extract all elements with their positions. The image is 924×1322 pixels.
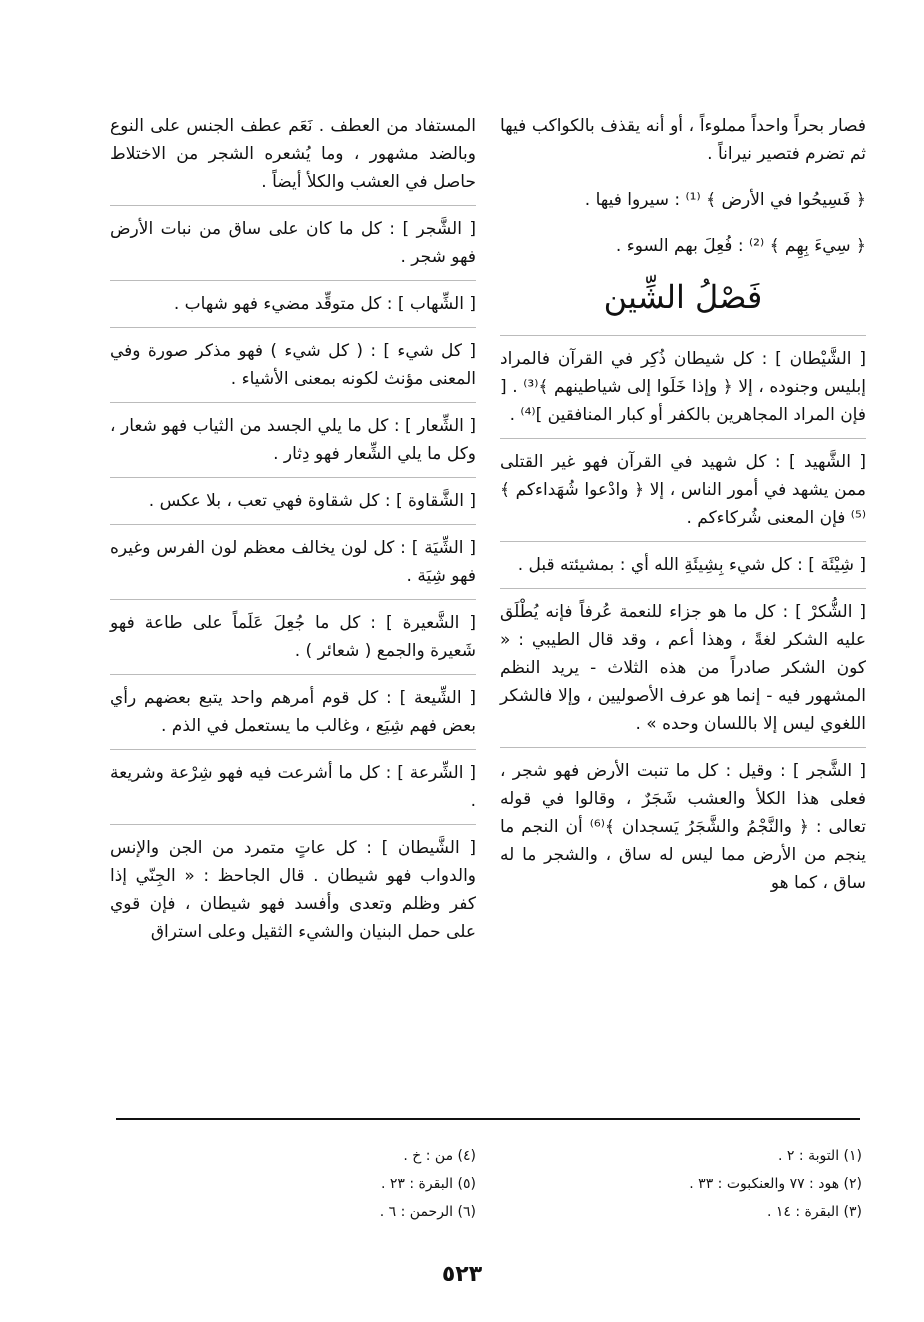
footnote: (٢) هود : ٧٧ والعنكبوت : ٣٣ . (689, 1176, 862, 1192)
glossary-entry: [ الشَّجر ] : كل ما كان على ساق من نبات الأرض فهو شجر . (110, 205, 476, 271)
section-heading: فَصْلُ الشِّين (603, 278, 763, 316)
left-intro: المستفاد من العطف . نَعَم عطف الجنس على النوع وبالضد مشهور ، وما يُشعره الشجر من الاختلاط حاصل في العشب والكلأ أيضاً . (110, 116, 476, 192)
glossary-entry: [ الشِّيَة ] : كل لون يخالف معظم لون الفرس وغيره فهو شِيَة . (110, 524, 476, 590)
glossary-entry: [ الشَّقاوة ] : كل شقاوة فهي تعب ، بلا عكس . (110, 477, 476, 515)
footnotes-right (502, 1142, 862, 1226)
right-intro: فصار بحراً واحداً مملوءاً ، أو أنه يقذف بالكواكب فيها ثم تضرم فتصير نيراناً . (500, 116, 866, 164)
glossary-entry: [ الشَّيطان ] : كل عاتٍ متمرد من الجن والإنس والدواب فهو شيطان . قال الجاحظ : « الجِنّي إذا كفر وظلم وتعدى وأفسد فهو شيطان ، فإن قوي على حمل البنيان والشيء الثقيل وعلى استراق (110, 824, 476, 946)
glossary-entry: [ الشُّكرْ ] : كل ما هو جزاء للنعمة عُرفاً فإنه يُطْلَق عليه الشكر لغةً ، وهذا أعم ، وقد قال الطيبي : « كون الشكر صادراً من هذه الثلاث - يريد النظم المشهور فيه - إنما هو عرف الأصوليين ، وإلا فالشكر اللغوي ليس إلا باللسان وحده » . (500, 588, 866, 738)
glossary-entry: [ الشِّرعة ] : كل ما أشرعت فيه فهو شِرْعة وشريعة . (110, 749, 476, 815)
page-number: ٥٢٣ (441, 1262, 483, 1287)
footnote: (٦) الرحمن : ٦ . (379, 1204, 476, 1220)
definition-line: ﴿ سِيءَ بِهِم ﴾ ⁽²⁾ : فُعِلَ بهم السوء . (615, 236, 866, 256)
footnote-divider (116, 1118, 860, 1120)
glossary-entry: [ شِيْئَة ] : كل شيء بِشِيئَةِ الله أي : بمشيئته قبل . (500, 541, 866, 579)
footnote: (٥) البقرة : ٢٣ . (380, 1176, 476, 1192)
glossary-entry: [ الشَّيْطان ] : كل شيطان ذُكِر في القرآن فالمراد إبليس وجنوده ، إلا ﴿ وإذا خَلَوا إلى شياطينهم ﴾⁽³⁾ . [ فإن المراد المجاهرين بالكفر أو كبار المنافقين ]⁽⁴⁾ . (500, 335, 866, 429)
glossary-entry: [ كل شيء ] : ( كل شيء ) فهو مذكر صورة وفي المعنى مؤنث لكونه بمعنى الأشياء . (110, 327, 476, 393)
glossary-entry: [ الشِّعار ] : كل ما يلي الجسد من الثياب فهو شعار ، وكل ما يلي الشِّعار فهو دِثار . (110, 402, 476, 468)
right-column (500, 112, 866, 906)
left-column (110, 112, 476, 955)
glossary-entry: [ الشَّعيرة ] : كل ما جُعِلَ عَلَماً على طاعة فهو شَعيرة والجمع ( شعائر ) . (110, 599, 476, 665)
footnote: (٣) البقرة : ١٤ . (766, 1204, 862, 1220)
glossary-entry: [ الشِّهاب ] : كل متوقِّد مضيء فهو شهاب . (110, 280, 476, 318)
footnotes-left (176, 1142, 476, 1226)
footnote: (٤) من : خ . (403, 1148, 476, 1164)
footnote: (١) التوبة : ٢ . (778, 1148, 862, 1164)
glossary-entry: [ الشَّجر ] : وقيل : كل ما تنبت الأرض فهو شجر ، فعلى هذا الكلأ والعشب شَجَرٌ ، وقالوا في قوله تعالى : ﴿ والنَّجْمُ والشَّجَرُ يَسجدان ﴾⁽⁶⁾ أن النجم ما ينجم من الأرض مما ليس له ساق ، والشجر ما له ساق ، كما هو (500, 747, 866, 897)
definition-line: ﴿ فَسِيحُوا في الأرض ﴾ ⁽¹⁾ : سيروا فيها . (584, 190, 866, 210)
glossary-entry: [ الشِّيعة ] : كل قوم أمرهم واحد يتبع بعضهم رأي بعض فهم شِيَع ، وغالب ما يستعمل في الذم . (110, 674, 476, 740)
glossary-entry: [ الشَّهيد ] : كل شهيد في القرآن فهو غير القتلى ممن يشهد في أمور الناس ، إلا ﴿ وادْعوا شُهَداءكم ﴾⁽⁵⁾ فإن المعنى شُركاءكم . (500, 438, 866, 532)
